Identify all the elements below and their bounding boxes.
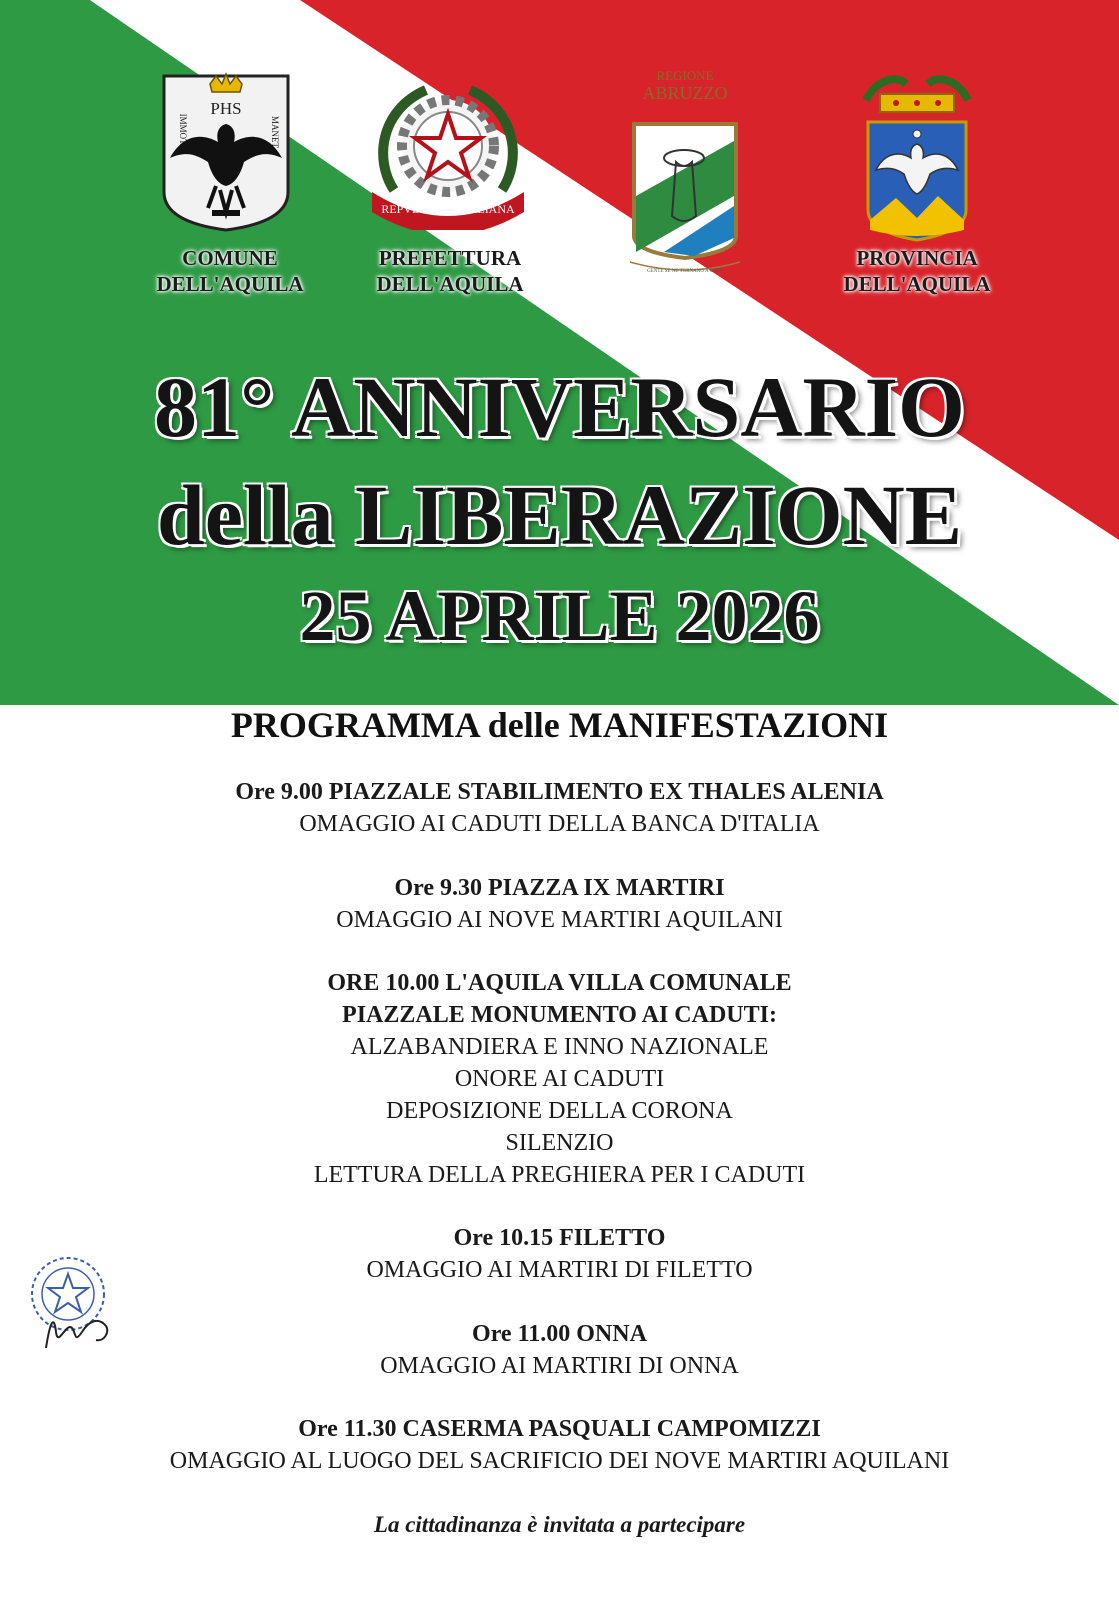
provincia-crest bbox=[856, 70, 978, 242]
event-item bbox=[0, 776, 1119, 840]
event-description: DEPOSIZIONE DELLA CORONA bbox=[386, 1098, 733, 1124]
comune-caption bbox=[130, 245, 330, 297]
headline-liberazione: della LIBERAZIONE bbox=[156, 467, 963, 563]
eagle-crest-icon bbox=[160, 72, 292, 232]
program-title: PROGRAMMA delle MANIFESTAZIONI bbox=[230, 705, 889, 745]
prefettura-caption bbox=[350, 245, 550, 297]
event-description: ALZABANDIERA E INNO NAZIONALE bbox=[350, 1034, 769, 1060]
event-item bbox=[0, 1222, 1119, 1286]
event-item bbox=[0, 872, 1119, 936]
event-item bbox=[0, 967, 1119, 1191]
regione-abruzzo-crest-icon bbox=[624, 66, 746, 282]
emblem-star-icon bbox=[366, 80, 530, 230]
comune-caption-line1: COMUNE bbox=[182, 246, 278, 270]
headline-anniversary: 81° ANNIVERSARIO bbox=[154, 359, 965, 455]
comune-caption-line2: DELL'AQUILA bbox=[156, 272, 304, 296]
footer-invitation: La cittadinanza è invitata a partecipare bbox=[373, 1512, 746, 1537]
event-heading: Ore 11.00 ONNA bbox=[472, 1321, 647, 1347]
event-description: LETTURA DELLA PREGHIERA PER I CADUTI bbox=[313, 1162, 806, 1188]
emblem-ribbon-text: REPVBBLICA ITALIANA bbox=[381, 202, 515, 216]
event-description: OMAGGIO AI CADUTI DELLA BANCA D'ITALIA bbox=[299, 811, 820, 837]
event-description: ONORE AI CADUTI bbox=[454, 1066, 665, 1092]
official-stamp-signature-icon bbox=[26, 1252, 126, 1362]
event-item bbox=[0, 1413, 1119, 1477]
event-heading: PIAZZALE MONUMENTO AI CADUTI: bbox=[342, 1002, 777, 1028]
provincia-caption-line2: DELL'AQUILA bbox=[843, 272, 991, 296]
headline-date: 25 APRILE 2026 bbox=[299, 576, 820, 656]
prefettura-emblem bbox=[366, 80, 530, 230]
official-stamp bbox=[26, 1252, 126, 1367]
regione-label: REGIONE bbox=[656, 68, 714, 83]
event-description: OMAGGIO AI MARTIRI DI ONNA bbox=[380, 1353, 739, 1379]
prefettura-caption-line1: PREFETTURA bbox=[378, 246, 522, 270]
crest-text-phs: PHS bbox=[210, 99, 242, 118]
prefettura-caption-line2: DELL'AQUILA bbox=[376, 272, 524, 296]
event-description: OMAGGIO AI NOVE MARTIRI AQUILANI bbox=[336, 907, 783, 933]
event-heading: Ore 11.30 CASERMA PASQUALI CAMPOMIZZI bbox=[298, 1416, 821, 1442]
crest-text-manet: MANET bbox=[270, 116, 280, 148]
event-heading: Ore 9.00 PIAZZALE STABILIMENTO EX THALES ALENIA bbox=[235, 779, 884, 805]
provincia-caption bbox=[812, 245, 1022, 297]
event-heading: Ore 10.15 FILETTO bbox=[453, 1225, 666, 1251]
crest-text-immota: IMMOTA bbox=[178, 113, 188, 151]
event-description: OMAGGIO AI MARTIRI DI FILETTO bbox=[366, 1257, 753, 1283]
abruzzo-label: ABRUZZO bbox=[642, 83, 728, 103]
provincia-eagle-crest-icon bbox=[856, 70, 978, 242]
event-heading: Ore 9.30 PIAZZA IX MARTIRI bbox=[394, 875, 725, 901]
provincia-caption-line1: PROVINCIA bbox=[856, 246, 978, 270]
comune-crest bbox=[160, 72, 292, 232]
event-description: OMAGGIO AL LUOGO DEL SACRIFICIO DEI NOVE MARTIRI AQUILANI bbox=[169, 1448, 950, 1474]
regione-motto: GENTE SE NE TORNANO A CASA bbox=[647, 269, 723, 274]
event-heading: ORE 10.00 L'AQUILA VILLA COMUNALE bbox=[327, 970, 792, 996]
regione-abruzzo-crest bbox=[624, 66, 746, 282]
event-description: SILENZIO bbox=[505, 1130, 614, 1156]
event-item bbox=[0, 1318, 1119, 1382]
